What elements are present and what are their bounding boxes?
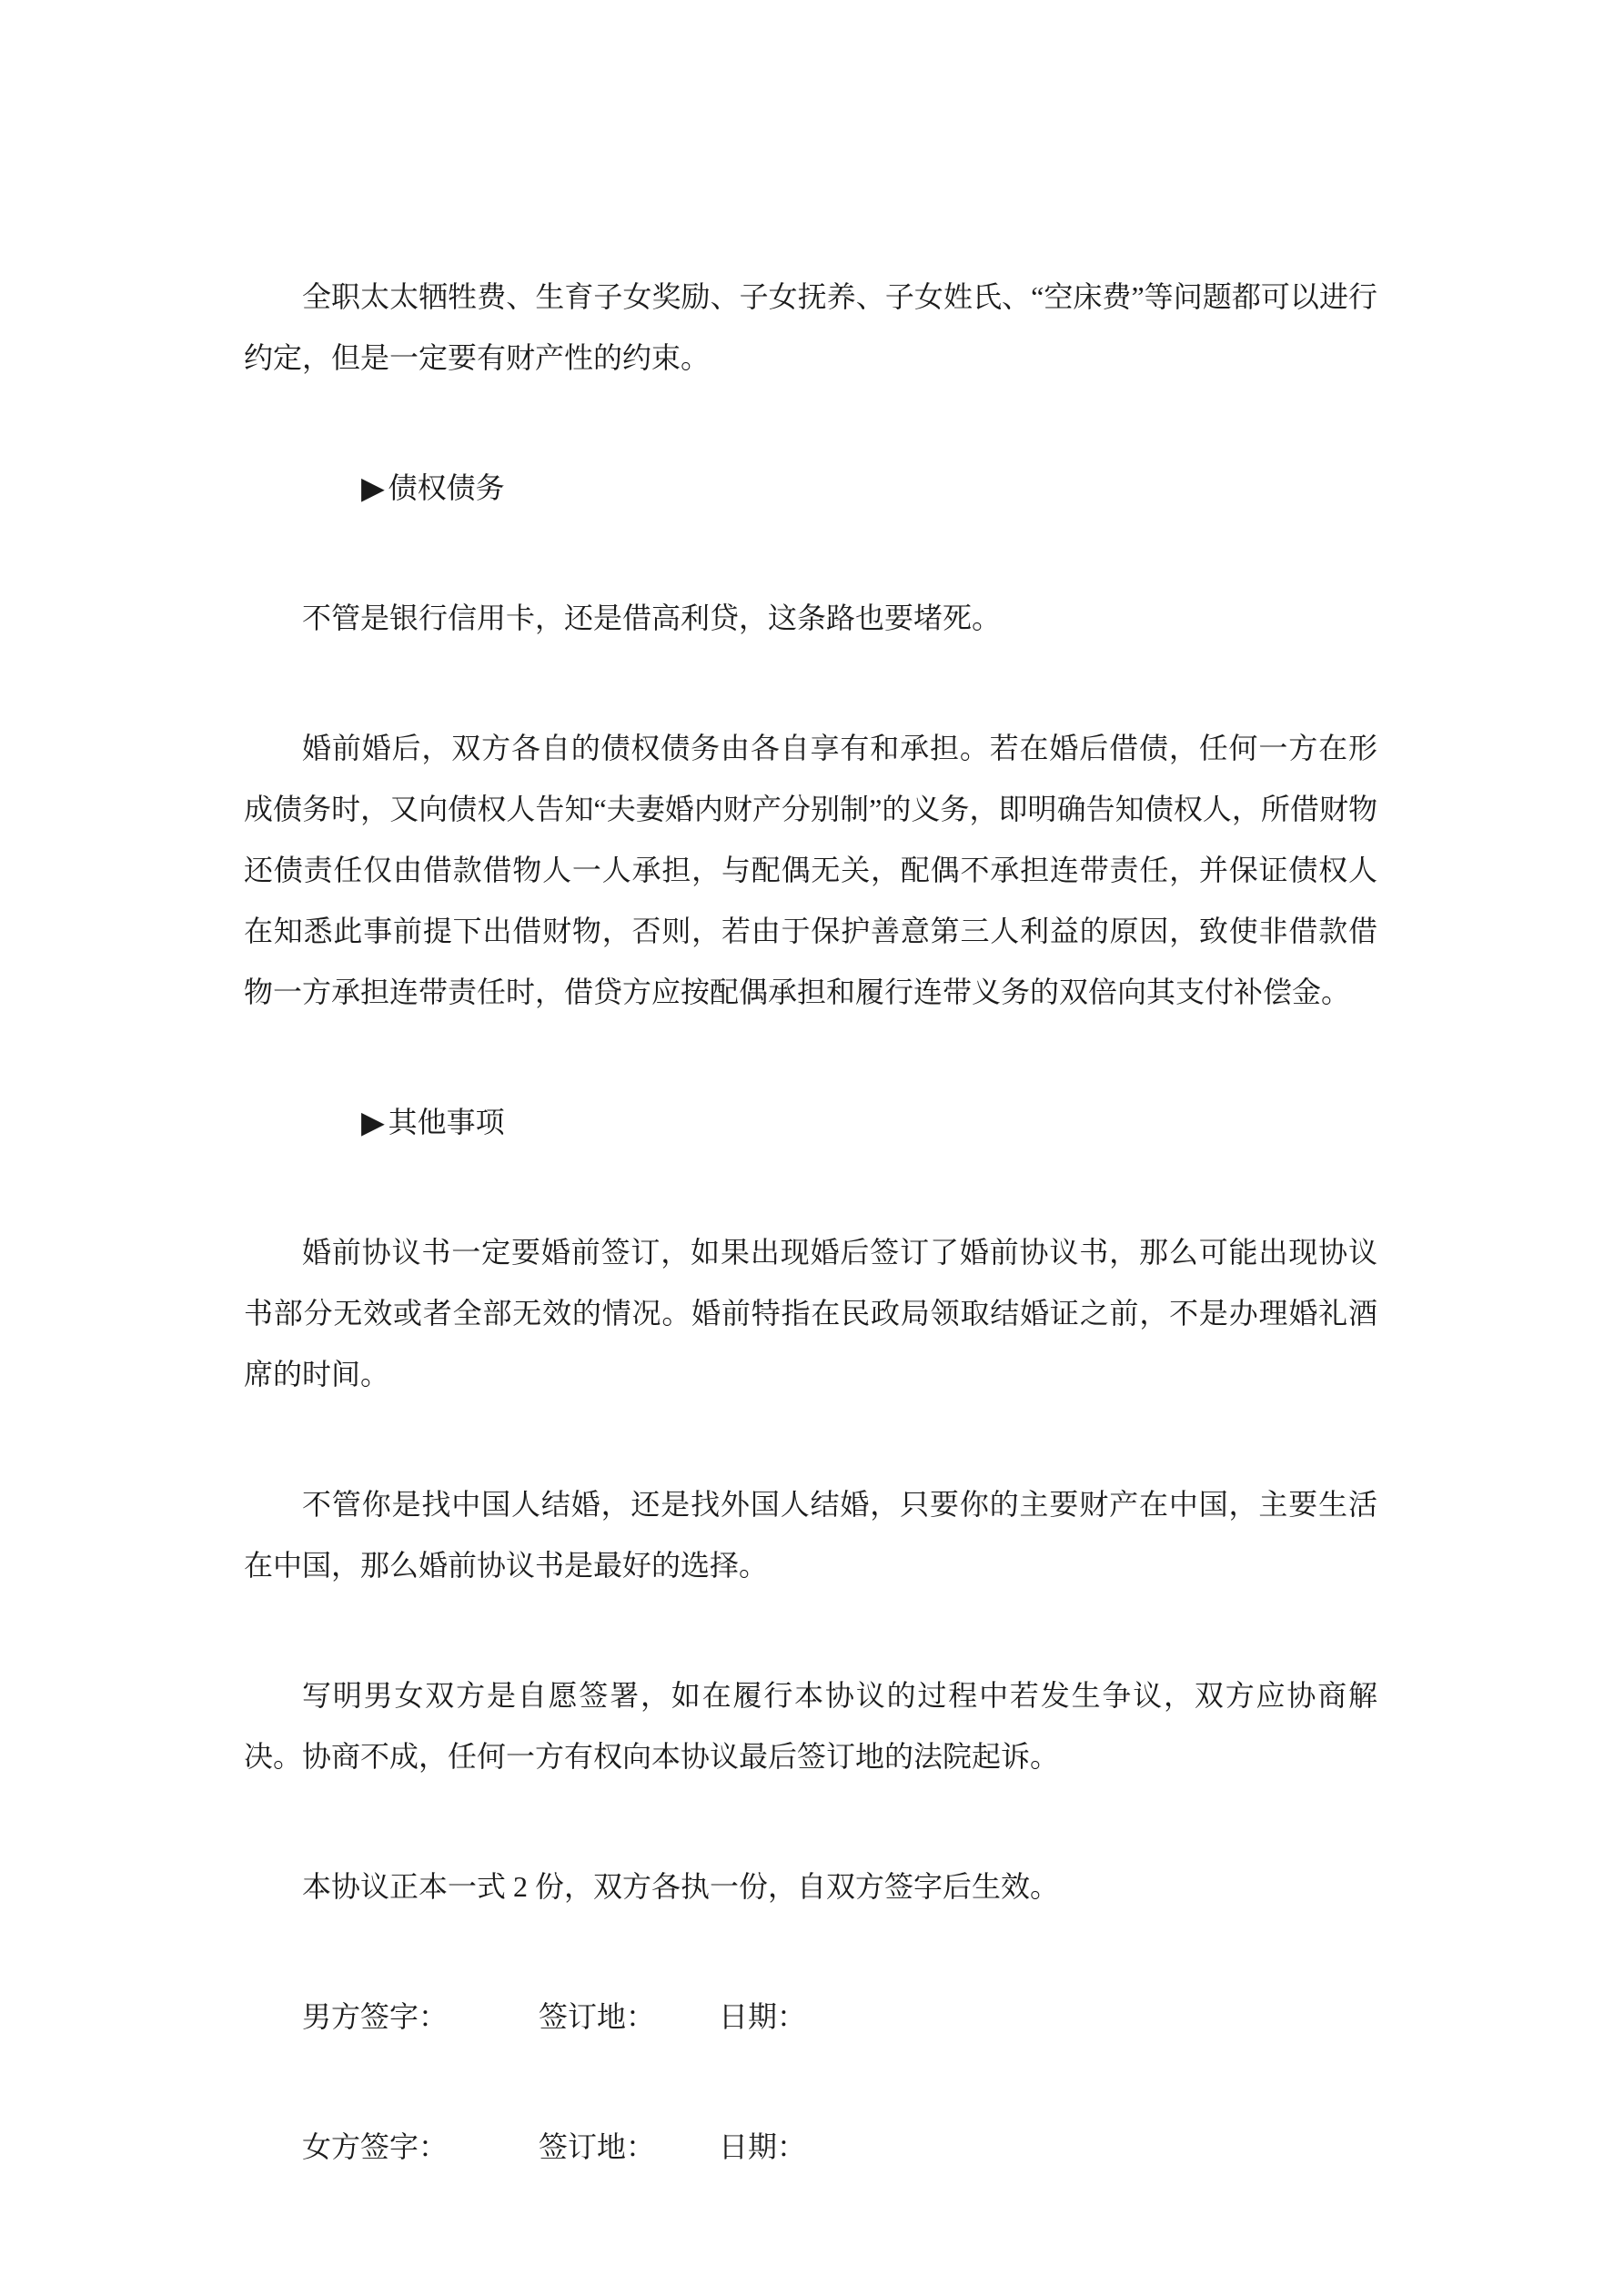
signature-label-male-sign: 男方签字： <box>302 2000 449 2033</box>
signature-label-female-sign: 女方签字： <box>302 2130 449 2163</box>
paragraph-intro-agreement-scope: 全职太太牺牲费、生育子女奖励、子女抚养、子女姓氏、“空床费”等问题都可以进行约定，但是一定要有财产性的约束。 <box>244 280 1377 374</box>
signature-row-female <box>244 2117 1377 2178</box>
signature-label-place: 签订地： <box>539 2130 656 2163</box>
signature-label-place: 签订地： <box>539 2000 656 2033</box>
signature-label-date: 日期： <box>719 2000 807 2033</box>
document-body <box>244 267 1377 2247</box>
section-heading-label: 债权债务 <box>388 471 505 504</box>
section-heading-other <box>244 1092 1377 1153</box>
triangle-bullet-icon: ▶ <box>360 470 385 505</box>
paragraph-debt-details: 婚前婚后，双方各自的债权债务由各自享有和承担。若在婚后借债，任何一方在形成债务时，又向债权人告知“夫妻婚内财产分别制”的义务，即明确告知债权人，所借财物还债责任仅由借款借物人一人承担，与配偶无关，配偶不承担连带责任，并保证债权人在知悉此事前提下出借财物，否则，若由于保护善意第三人利益的原因，致使非借款借物一方承担连带责任时，借贷方应按配偶承担和履行连带义务的双倍向其支付补偿金。 <box>244 732 1377 1008</box>
triangle-bullet-icon: ▶ <box>360 1105 385 1139</box>
section-heading-debt <box>244 458 1377 519</box>
signature-row-male <box>244 1987 1377 2048</box>
signature-label-date: 日期： <box>719 2130 807 2163</box>
paragraph-voluntary-dispute: 写明男女双方是自愿签署，如在履行本协议的过程中若发生争议，双方应协商解决。协商不成，任何一方有权向本协议最后签订地的法院起诉。 <box>244 1679 1377 1773</box>
paragraph-signing-time: 婚前协议书一定要婚前签订，如果出现婚后签订了婚前协议书，那么可能出现协议书部分无效或者全部无效的情况。婚前特指在民政局领取结婚证之前，不是办理婚礼酒席的时间。 <box>244 1236 1377 1391</box>
section-heading-label: 其他事项 <box>388 1106 505 1138</box>
paragraph-marriage-choice: 不管你是找中国人结婚，还是找外国人结婚，只要你的主要财产在中国，主要生活在中国，那么婚前协议书是最好的选择。 <box>244 1488 1377 1582</box>
paragraph-credit-card: 不管是银行信用卡，还是借高利贷，这条路也要堵死。 <box>302 602 1002 634</box>
paragraph-copies-effective: 本协议正本一式 2 份，双方各执一份，自双方签字后生效。 <box>302 1870 1060 1903</box>
